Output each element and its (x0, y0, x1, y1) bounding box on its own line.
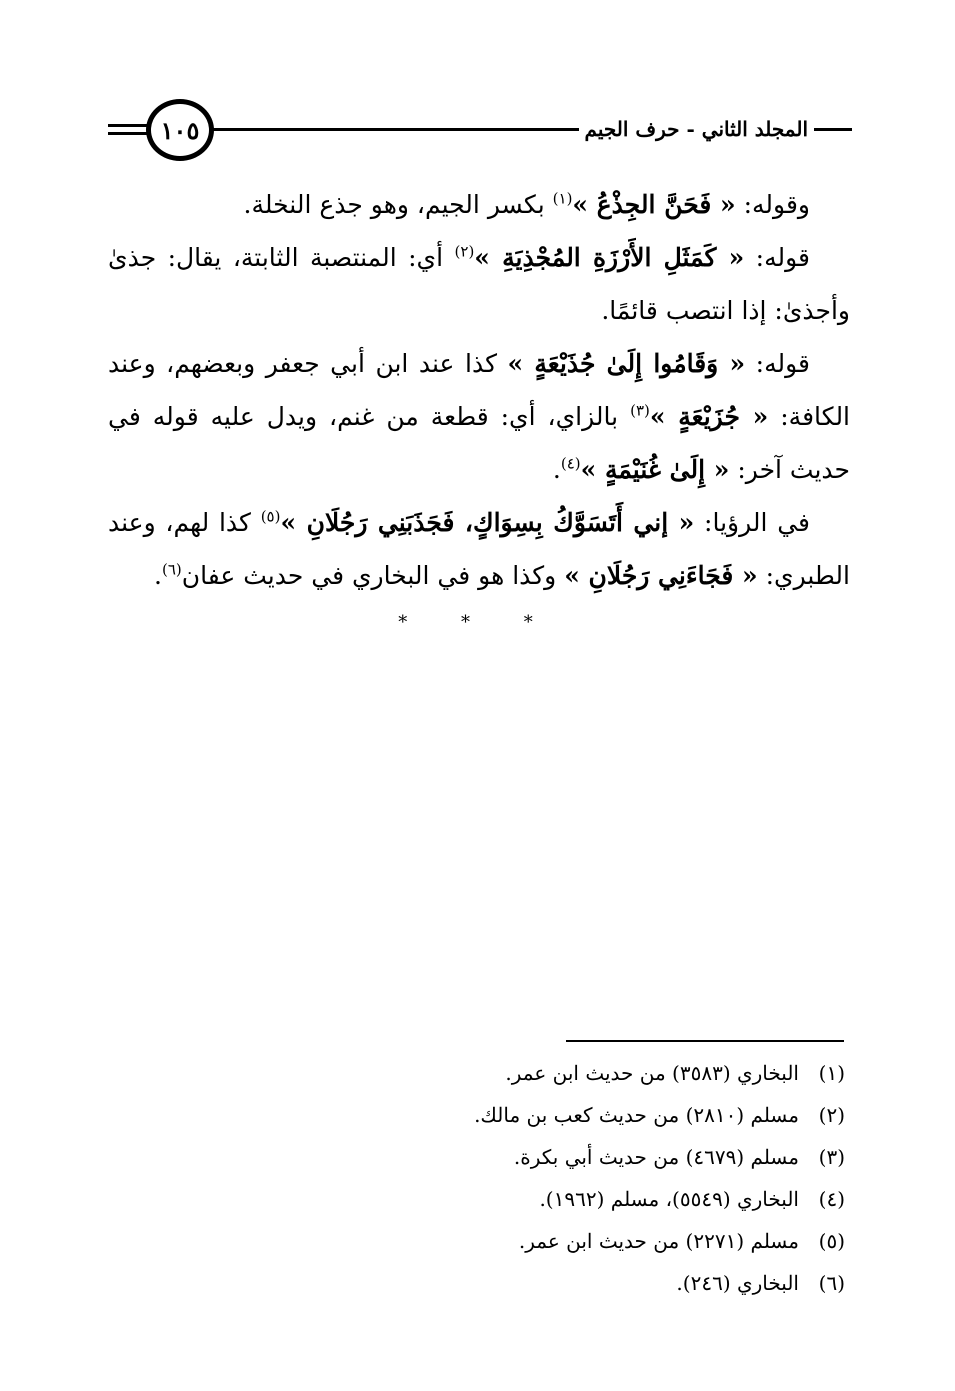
footnote-text: مسلم (٤٦٧٩) من حديث أبي بكرة. (513, 1145, 799, 1169)
footnote (245, 1094, 845, 1136)
hadith-quote: « إني أَتَسَوَّكُ بِسِوَاكٍ، فَجَذَبَنِي رَجُلَانِ » (280, 508, 695, 537)
body-text: وقوله: (735, 190, 810, 219)
header-rule-left-bottom (108, 132, 148, 135)
page-header (108, 95, 852, 165)
body-text: بكسر الجيم، وهو جذع النخلة. (243, 190, 553, 219)
footnote-number: (١) (818, 1061, 845, 1085)
footnote-ref: (٦) (161, 560, 182, 579)
footnote (245, 1220, 845, 1262)
footnote-number: (٥) (818, 1229, 845, 1253)
footnote-ref: (١) (552, 189, 573, 208)
page-number: ١٠٥ (146, 99, 214, 161)
paragraph (108, 496, 850, 602)
header-rule-left-top (108, 124, 148, 127)
footnote-text: البخاري (٣٥٨٣) من حديث ابن عمر. (505, 1061, 799, 1085)
body-text: . (552, 455, 561, 484)
hadith-quote: « كَمَثَلِ الأَرْزَةِ المُجْذِيَةِ » (474, 243, 745, 272)
hadith-quote: « جُزَيْعَةٍ » (649, 402, 769, 431)
hadith-quote: « فَجَاءَنِي رَجُلَانِ » (564, 561, 758, 590)
footnote-text: البخاري (٢٤٦). (676, 1271, 799, 1295)
footnotes (245, 1052, 845, 1304)
running-title: المجلد الثاني - حرف الجيم (579, 117, 814, 141)
paragraph (108, 337, 850, 496)
footnote-ref: (٤) (560, 454, 581, 473)
footnote-rule (566, 1040, 844, 1042)
body-text: في الرؤيا: (694, 508, 810, 537)
body-text: كذا عند ابن أبي جعفر وبعضهم، وعند الكافة: (108, 349, 851, 431)
footnote (245, 1052, 845, 1094)
body-text: بالزاي، أي: قطعة من غنم، ويدل عليه قوله في حديث آخر: (108, 402, 850, 484)
footnote-number: (٣) (818, 1145, 845, 1169)
body-text: . (154, 561, 162, 590)
body-text: قوله: (745, 349, 810, 378)
footnote-text: مسلم (٢٢٧١) من حديث ابن عمر. (518, 1229, 799, 1253)
paragraph (108, 178, 850, 231)
footnote-text: البخاري (٥٥٤٩)، مسلم (١٩٦٢). (539, 1187, 799, 1211)
footnote-ref: (٥) (260, 507, 281, 526)
footnote-ref: (٢) (454, 242, 475, 261)
footnote-number: (٤) (818, 1187, 845, 1211)
hadith-quote: « وَقَامُوا إِلَىٰ جُذَيْعَةٍ » (507, 349, 746, 378)
paragraph (108, 231, 850, 337)
hadith-quote: « إِلَىٰ غُنَيْمَةٍ » (580, 455, 730, 484)
body-text: كذا لهم، وعند الطبري: (108, 508, 850, 590)
section-separator: * * * (398, 612, 557, 633)
body-text: أي: المنتصبة الثابتة، يقال: جذىٰ وأجذىٰ: إذا انتصب قائمًا. (108, 243, 850, 325)
footnote-text: مسلم (٢٨١٠) من حديث كعب بن مالك. (474, 1103, 799, 1127)
body-text: قوله: (744, 243, 810, 272)
hadith-quote: « فَحَنَّ الجِذْعُ » (572, 190, 736, 219)
footnote (245, 1178, 845, 1220)
footnote (245, 1262, 845, 1304)
footnote (245, 1136, 845, 1178)
footnote-ref: (٣) (630, 401, 650, 420)
body-text: وكذا هو في البخاري في حديث عفان (181, 561, 565, 590)
footnote-number: (٦) (818, 1271, 845, 1295)
main-text (108, 178, 850, 602)
footnote-number: (٢) (818, 1103, 845, 1127)
